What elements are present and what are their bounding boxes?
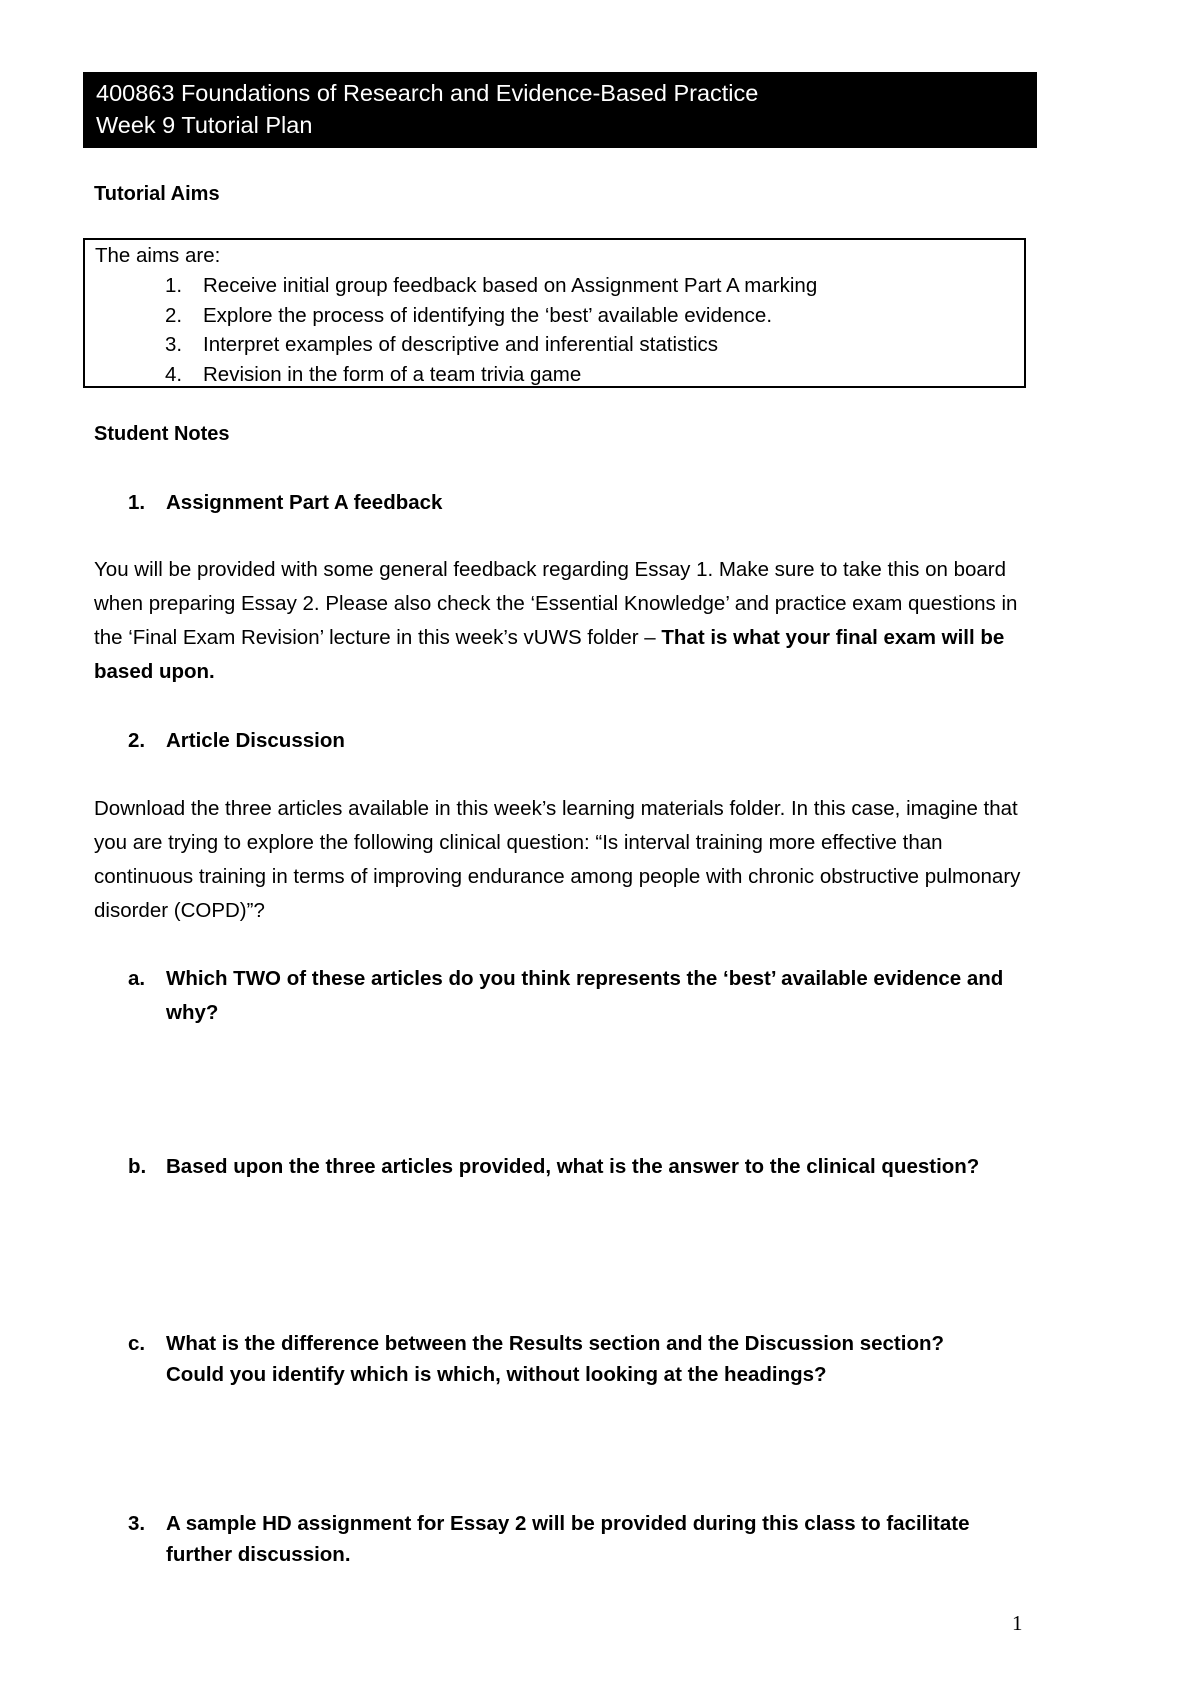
- section-3-text: A sample HD assignment for Essay 2 will be provided during this class to facilitate further discussion.: [166, 1512, 970, 1566]
- question-letter: b.: [128, 1155, 147, 1178]
- aims-item-number: 4.: [165, 362, 183, 386]
- question-text-line: Could you identify which is which, without looking at the headings?: [166, 1363, 827, 1386]
- aims-item-text: Receive initial group feedback based on Assignment Part A marking: [203, 274, 818, 297]
- aims-item-number: 1.: [165, 274, 183, 297]
- aims-item-number: 3.: [165, 333, 183, 356]
- section-1-body-text: You will be provided with some general feedback regarding Essay 1. Make sure to take this on board when preparing Essay 2. Please also check the ‘Essential Knowledge’ and practice exam questions in the ‘Final Exam Revision’ lecture in this week’s vUWS folder –: [94, 558, 1018, 649]
- question-text-line: What is the difference between the Results section and the Discussion section?: [166, 1332, 945, 1355]
- aims-box: [83, 238, 1026, 388]
- page-number: 1: [1012, 1611, 1023, 1635]
- aims-item-number: 2.: [165, 303, 183, 327]
- section-title: Article Discussion: [166, 729, 345, 752]
- question-letter: c.: [128, 1332, 146, 1355]
- section-number: 1.: [128, 491, 146, 514]
- aims-item-text: Explore the process of identifying the ‘best’ available evidence.: [203, 303, 773, 327]
- section-1-body-emphasis: That is what your final exam will be based upon.: [94, 626, 1005, 683]
- aims-intro: The aims are:: [95, 244, 221, 267]
- question-text: Based upon the three articles provided, what is the answer to the clinical question?: [166, 1155, 980, 1178]
- document-title-band: [83, 72, 1037, 148]
- tutorial-aims-heading: Tutorial Aims: [94, 183, 220, 205]
- section-number: 3.: [128, 1512, 146, 1535]
- section-2-body: Download the three articles available in this week’s learning materials folder. In this case, imagine that you are trying to explore the following clinical question: “Is interval training more effective than continuous training in terms of improving endurance among people with chronic obstructive pulmonary disorder (COPD)”?: [94, 797, 1021, 922]
- section-number: 2.: [128, 729, 146, 752]
- aims-item-text: Revision in the form of a team trivia game: [203, 362, 582, 386]
- student-notes-heading: Student Notes: [94, 423, 230, 445]
- aims-item-text: Interpret examples of descriptive and inferential statistics: [203, 333, 719, 356]
- question-letter: a.: [128, 967, 146, 990]
- question-text: [166, 1328, 1026, 1390]
- plan-title: Week 9 Tutorial Plan: [96, 112, 313, 138]
- section-1-body: [94, 553, 1038, 689]
- section-title: Assignment Part A feedback: [166, 491, 443, 514]
- course-title: 400863 Foundations of Research and Evidence-Based Practice: [96, 80, 759, 106]
- question-text: Which TWO of these articles do you think represents the ‘best’ available evidence and why?: [166, 967, 1004, 1024]
